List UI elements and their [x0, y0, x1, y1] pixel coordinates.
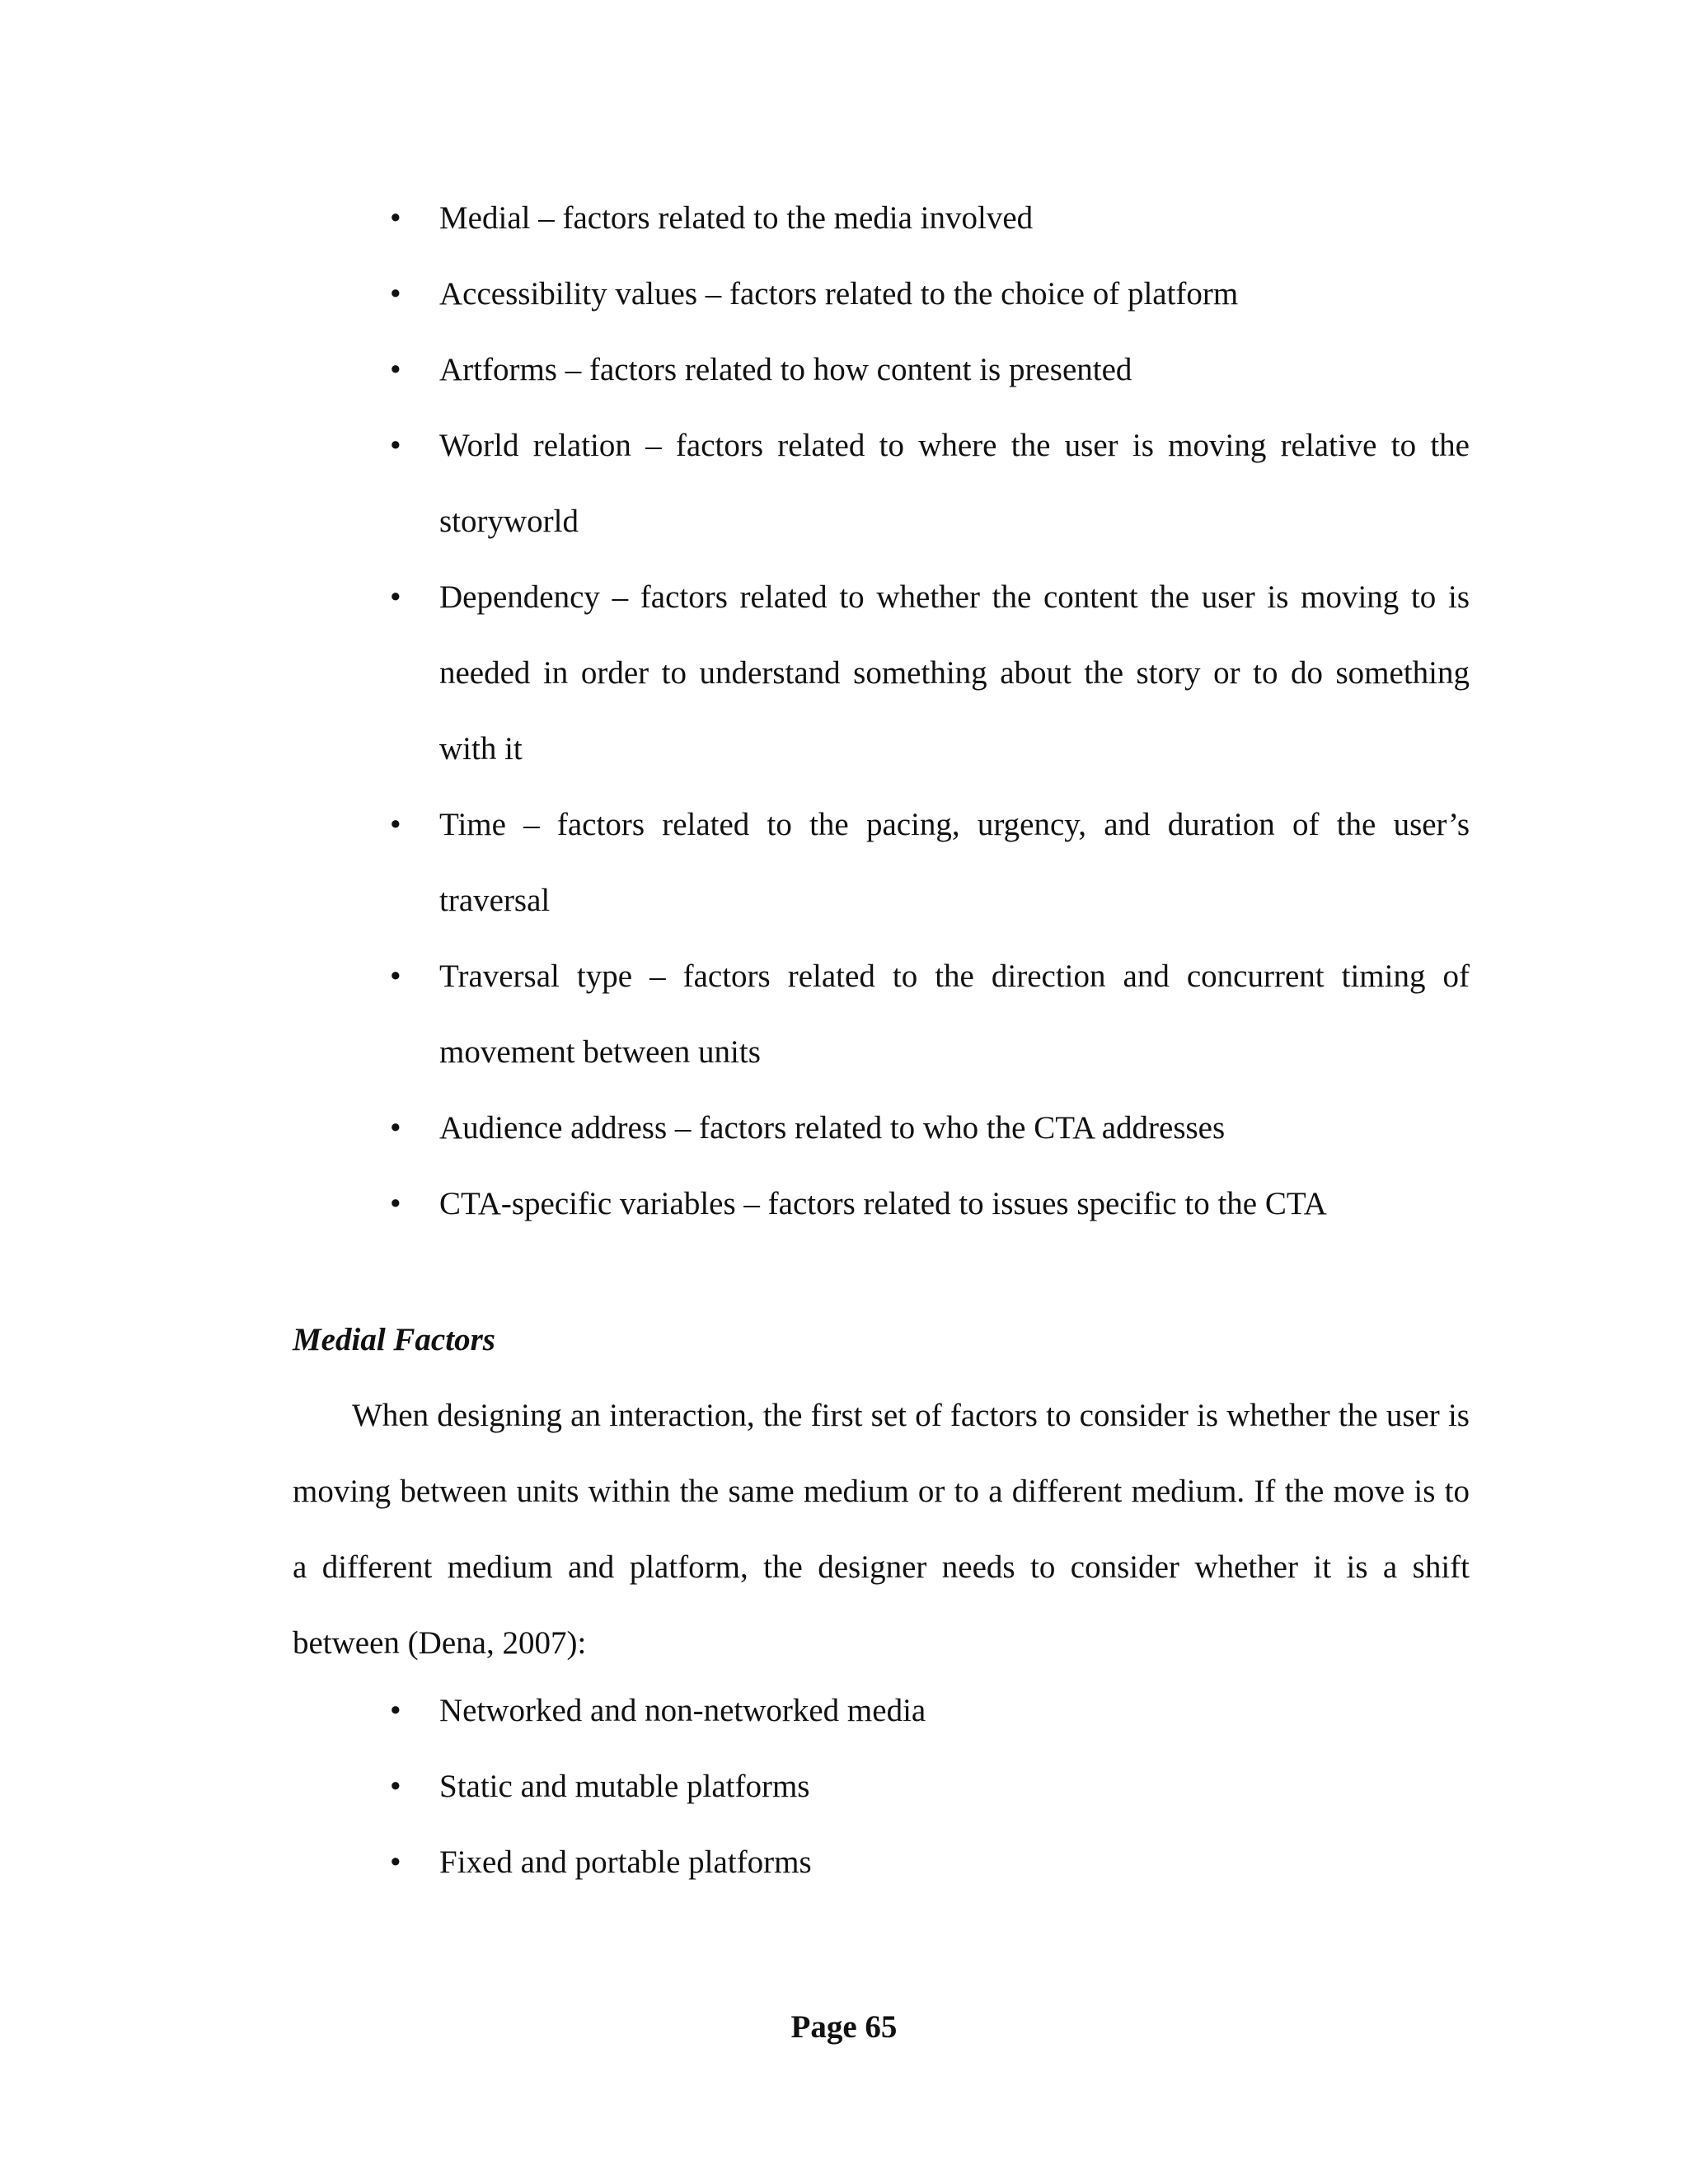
list-item — [390, 1090, 1470, 1166]
list-item-text: Networked and non-networked media — [439, 1693, 926, 1728]
list-item-text: Audience address – factors related to who the CTA addresses — [439, 1110, 1226, 1146]
page-number: Page 65 — [790, 2009, 898, 2045]
list-item-text: Dependency – factors related to whether the content the user is moving to is needed in order to understand something about the story or to do something with it — [439, 579, 1470, 766]
factor-list — [390, 180, 1470, 1242]
bullet-icon: • — [390, 1844, 401, 1880]
list-item — [390, 939, 1470, 1090]
list-item-text: Time – factors related to the pacing, urgency, and duration of the user’s traversal — [439, 807, 1470, 918]
list-item — [390, 408, 1470, 560]
list-item-text: CTA-specific variables – factors related to issues specific to the CTA — [439, 1186, 1327, 1221]
bullet-icon: • — [390, 1186, 401, 1221]
bullet-icon: • — [390, 807, 401, 842]
bullet-icon: • — [390, 352, 401, 387]
list-item-text: World relation – factors related to where the user is moving relative to the storyworld — [439, 428, 1470, 539]
list-item — [390, 1825, 1470, 1900]
bullet-icon: • — [390, 428, 401, 463]
bullet-icon: • — [390, 276, 401, 312]
bullet-icon: • — [390, 958, 401, 994]
body-paragraph: When designing an interaction, the first set of factors to consider is whether the user is moving between units within the same medium or to a different medium. If the move is to a different medium and platform, the designer needs to consider whether it is a shift between (Dena, 2007): — [293, 1398, 1470, 1661]
bullet-icon: • — [390, 1110, 401, 1146]
list-item-text: Traversal type – factors related to the direction and concurrent timing of movement between units — [439, 958, 1470, 1070]
list-item — [390, 560, 1470, 787]
section-heading: Medial Factors — [293, 1322, 495, 1357]
list-item — [390, 787, 1470, 939]
list-item-text: Static and mutable platforms — [439, 1769, 810, 1804]
bullet-icon: • — [390, 1769, 401, 1804]
bullet-icon: • — [390, 1693, 401, 1728]
list-item-text: Accessibility values – factors related to the choice of platform — [439, 276, 1239, 312]
list-item-text: Artforms – factors related to how content is presented — [439, 352, 1132, 387]
list-item — [390, 256, 1470, 332]
shift-list — [390, 1673, 1470, 1900]
bullet-icon: • — [390, 579, 401, 615]
list-item-text: Fixed and portable platforms — [439, 1844, 812, 1880]
list-item — [390, 180, 1470, 256]
list-item — [390, 1166, 1470, 1242]
list-item — [390, 332, 1470, 408]
list-item-text: Medial – factors related to the media involved — [439, 200, 1034, 236]
bullet-icon: • — [390, 200, 401, 236]
list-item — [390, 1673, 1470, 1749]
list-item — [390, 1749, 1470, 1825]
